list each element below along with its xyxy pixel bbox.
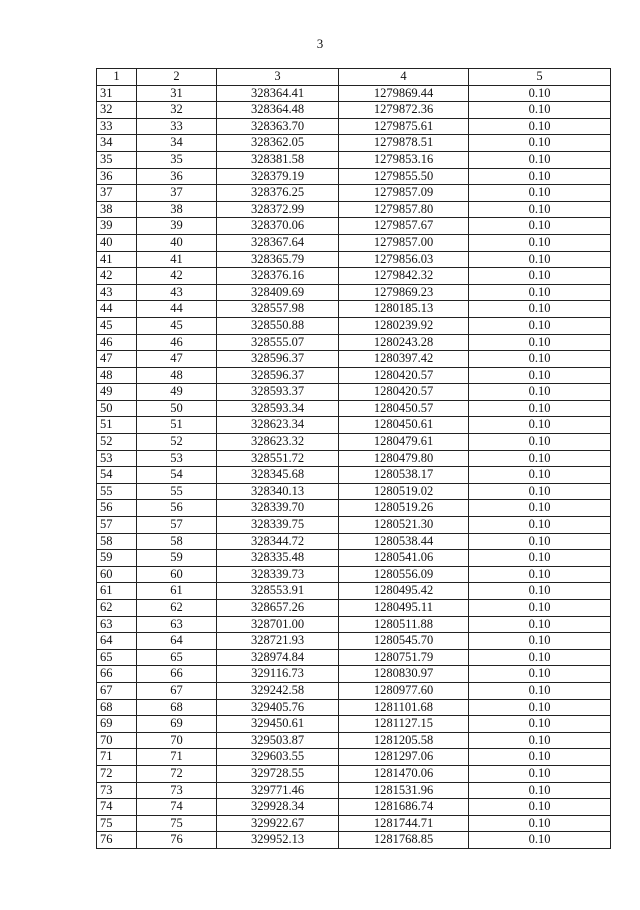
- table-cell: 0.10: [469, 168, 611, 185]
- table-cell: 328335.48: [217, 550, 339, 567]
- table-cell: 33: [97, 118, 137, 135]
- table-cell: 0.10: [469, 234, 611, 251]
- table-cell: 1279857.80: [339, 201, 469, 218]
- table-cell: 1280545.70: [339, 633, 469, 650]
- table-cell: 0.10: [469, 284, 611, 301]
- table-cell: 58: [137, 533, 217, 550]
- table-row: [97, 450, 611, 467]
- table-cell: 0.10: [469, 102, 611, 119]
- table-row: [97, 185, 611, 202]
- table-cell: 1281768.85: [339, 832, 469, 849]
- table-cell: 1279878.51: [339, 135, 469, 152]
- table-cell: 0.10: [469, 201, 611, 218]
- table-cell: 0.10: [469, 434, 611, 451]
- table-cell: 328370.06: [217, 218, 339, 235]
- table-cell: 328362.05: [217, 135, 339, 152]
- table-cell: 1280519.26: [339, 500, 469, 517]
- table-cell: 75: [137, 815, 217, 832]
- table-cell: 0.10: [469, 500, 611, 517]
- table-cell: 0.10: [469, 600, 611, 617]
- table-cell: 0.10: [469, 301, 611, 318]
- table-cell: 47: [97, 351, 137, 368]
- table-cell: 68: [97, 699, 137, 716]
- table-cell: 72: [137, 765, 217, 782]
- table-cell: 0.10: [469, 533, 611, 550]
- table-cell: 37: [137, 185, 217, 202]
- column-header-2: 2: [137, 69, 217, 86]
- table-cell: 1281127.15: [339, 716, 469, 733]
- table-row: [97, 467, 611, 484]
- table-row: [97, 384, 611, 401]
- table-cell: 69: [97, 716, 137, 733]
- table-cell: 0.10: [469, 583, 611, 600]
- table-cell: 36: [137, 168, 217, 185]
- table-row: [97, 85, 611, 102]
- table-cell: 0.10: [469, 682, 611, 699]
- table-cell: 1280830.97: [339, 666, 469, 683]
- table-cell: 1279842.32: [339, 268, 469, 285]
- table-cell: 1281470.06: [339, 765, 469, 782]
- table-cell: 64: [97, 633, 137, 650]
- table-cell: 45: [137, 317, 217, 334]
- table-row: [97, 799, 611, 816]
- table-cell: 32: [137, 102, 217, 119]
- table-cell: 66: [97, 666, 137, 683]
- table-cell: 48: [97, 367, 137, 384]
- table-cell: 34: [137, 135, 217, 152]
- table-cell: 59: [137, 550, 217, 567]
- table-row: [97, 284, 611, 301]
- table-cell: 53: [97, 450, 137, 467]
- table-cell: 52: [97, 434, 137, 451]
- table-cell: 1279872.36: [339, 102, 469, 119]
- table-cell: 36: [97, 168, 137, 185]
- table-cell: 1280538.17: [339, 467, 469, 484]
- table-cell: 43: [97, 284, 137, 301]
- table-cell: 0.10: [469, 400, 611, 417]
- table-cell: 328376.16: [217, 268, 339, 285]
- table-cell: 50: [97, 400, 137, 417]
- table-cell: 48: [137, 367, 217, 384]
- table-cell: 328974.84: [217, 649, 339, 666]
- table-cell: 0.10: [469, 633, 611, 650]
- table-cell: 31: [137, 85, 217, 102]
- table-cell: 328379.19: [217, 168, 339, 185]
- table-cell: 52: [137, 434, 217, 451]
- table-cell: 0.10: [469, 765, 611, 782]
- table-cell: 328596.37: [217, 367, 339, 384]
- table-row: [97, 168, 611, 185]
- table-cell: 0.10: [469, 550, 611, 567]
- table-cell: 74: [97, 799, 137, 816]
- table-cell: 328701.00: [217, 616, 339, 633]
- table-cell: 35: [97, 151, 137, 168]
- table-cell: 63: [137, 616, 217, 633]
- table-cell: 57: [97, 517, 137, 534]
- table-cell: 61: [137, 583, 217, 600]
- table-cell: 43: [137, 284, 217, 301]
- table-cell: 41: [97, 251, 137, 268]
- table-row: [97, 417, 611, 434]
- table-cell: 0.10: [469, 268, 611, 285]
- table-cell: 328550.88: [217, 317, 339, 334]
- table-cell: 0.10: [469, 616, 611, 633]
- table-cell: 1280977.60: [339, 682, 469, 699]
- table-cell: 51: [97, 417, 137, 434]
- table-cell: 0.10: [469, 649, 611, 666]
- table-cell: 0.10: [469, 799, 611, 816]
- table-cell: 1279853.16: [339, 151, 469, 168]
- table-cell: 0.10: [469, 351, 611, 368]
- table-body: [97, 85, 611, 848]
- table-row: [97, 268, 611, 285]
- table-cell: 68: [137, 699, 217, 716]
- table-cell: 0.10: [469, 317, 611, 334]
- table-cell: 73: [137, 782, 217, 799]
- table-cell: 0.10: [469, 367, 611, 384]
- table-cell: 33: [137, 118, 217, 135]
- table-row: [97, 500, 611, 517]
- table-cell: 69: [137, 716, 217, 733]
- table-cell: 62: [97, 600, 137, 617]
- table-cell: 46: [137, 334, 217, 351]
- table-cell: 0.10: [469, 815, 611, 832]
- table-cell: 328363.70: [217, 118, 339, 135]
- table-cell: 328409.69: [217, 284, 339, 301]
- table-cell: 328623.32: [217, 434, 339, 451]
- table-cell: 328381.58: [217, 151, 339, 168]
- table-row: [97, 633, 611, 650]
- table-cell: 1279856.03: [339, 251, 469, 268]
- table-cell: 328339.75: [217, 517, 339, 534]
- table-cell: 74: [137, 799, 217, 816]
- table-cell: 35: [137, 151, 217, 168]
- table-row: [97, 699, 611, 716]
- table-cell: 1281531.96: [339, 782, 469, 799]
- table-row: [97, 716, 611, 733]
- table-row: [97, 666, 611, 683]
- table-cell: 71: [97, 749, 137, 766]
- table-cell: 0.10: [469, 135, 611, 152]
- table-cell: 328365.79: [217, 251, 339, 268]
- table-cell: 39: [137, 218, 217, 235]
- table-cell: 37: [97, 185, 137, 202]
- table-cell: 1281686.74: [339, 799, 469, 816]
- table-cell: 328364.41: [217, 85, 339, 102]
- table-cell: 64: [137, 633, 217, 650]
- table-row: [97, 583, 611, 600]
- table-row: [97, 566, 611, 583]
- table-cell: 0.10: [469, 566, 611, 583]
- table-cell: 56: [97, 500, 137, 517]
- table-cell: 1280397.42: [339, 351, 469, 368]
- table-cell: 1280541.06: [339, 550, 469, 567]
- table-cell: 0.10: [469, 334, 611, 351]
- table-cell: 1281101.68: [339, 699, 469, 716]
- table-cell: 328340.13: [217, 483, 339, 500]
- table-cell: 1280538.44: [339, 533, 469, 550]
- column-header-4: 4: [339, 69, 469, 86]
- table-cell: 1280479.80: [339, 450, 469, 467]
- table-cell: 328345.68: [217, 467, 339, 484]
- table-row: [97, 301, 611, 318]
- page-number: 3: [316, 36, 324, 51]
- table-cell: 62: [137, 600, 217, 617]
- table-cell: 40: [137, 234, 217, 251]
- table-cell: 1280479.61: [339, 434, 469, 451]
- table-row: [97, 135, 611, 152]
- table-cell: 329728.55: [217, 765, 339, 782]
- table-cell: 76: [137, 832, 217, 849]
- table-cell: 1280751.79: [339, 649, 469, 666]
- table-cell: 328593.37: [217, 384, 339, 401]
- table-cell: 51: [137, 417, 217, 434]
- table-cell: 1281744.71: [339, 815, 469, 832]
- table-cell: 0.10: [469, 450, 611, 467]
- table-cell: 0.10: [469, 483, 611, 500]
- table-cell: 0.10: [469, 151, 611, 168]
- table-cell: 328339.70: [217, 500, 339, 517]
- table-cell: 1279857.09: [339, 185, 469, 202]
- table-cell: 58: [97, 533, 137, 550]
- table-cell: 328364.48: [217, 102, 339, 119]
- table-cell: 0.10: [469, 85, 611, 102]
- table-cell: 328367.64: [217, 234, 339, 251]
- table-cell: 66: [137, 666, 217, 683]
- table-row: [97, 782, 611, 799]
- table-row: [97, 351, 611, 368]
- table-cell: 0.10: [469, 782, 611, 799]
- table-cell: 329952.13: [217, 832, 339, 849]
- table-cell: 45: [97, 317, 137, 334]
- table-cell: 329603.55: [217, 749, 339, 766]
- table-cell: 46: [97, 334, 137, 351]
- table-cell: 65: [137, 649, 217, 666]
- table-cell: 67: [97, 682, 137, 699]
- table-cell: 54: [137, 467, 217, 484]
- table-cell: 328339.73: [217, 566, 339, 583]
- table-cell: 67: [137, 682, 217, 699]
- table-cell: 73: [97, 782, 137, 799]
- table-row: [97, 815, 611, 832]
- table-cell: 1279857.67: [339, 218, 469, 235]
- table-cell: 328555.07: [217, 334, 339, 351]
- table-cell: 328551.72: [217, 450, 339, 467]
- table-cell: 0.10: [469, 118, 611, 135]
- table-cell: 60: [97, 566, 137, 583]
- table-cell: 40: [97, 234, 137, 251]
- table-cell: 49: [137, 384, 217, 401]
- table-cell: 59: [97, 550, 137, 567]
- table-cell: 1280495.11: [339, 600, 469, 617]
- table-cell: 63: [97, 616, 137, 633]
- table-row: [97, 517, 611, 534]
- table-cell: 71: [137, 749, 217, 766]
- table-cell: 328372.99: [217, 201, 339, 218]
- table-cell: 329116.73: [217, 666, 339, 683]
- table-cell: 49: [97, 384, 137, 401]
- table-cell: 1281297.06: [339, 749, 469, 766]
- table-cell: 55: [97, 483, 137, 500]
- table-cell: 329771.46: [217, 782, 339, 799]
- table-row: [97, 118, 611, 135]
- table-cell: 328593.34: [217, 400, 339, 417]
- table-cell: 328721.93: [217, 633, 339, 650]
- table-cell: 1280450.61: [339, 417, 469, 434]
- table-cell: 61: [97, 583, 137, 600]
- table-cell: 75: [97, 815, 137, 832]
- table-cell: 1280239.92: [339, 317, 469, 334]
- table-cell: 328557.98: [217, 301, 339, 318]
- table-row: [97, 251, 611, 268]
- table-cell: 60: [137, 566, 217, 583]
- table-cell: 44: [137, 301, 217, 318]
- table-row: [97, 102, 611, 119]
- table-cell: 1280420.57: [339, 384, 469, 401]
- table-row: [97, 550, 611, 567]
- table-cell: 1279869.23: [339, 284, 469, 301]
- table-cell: 0.10: [469, 716, 611, 733]
- table-row: [97, 832, 611, 849]
- table-cell: 329922.67: [217, 815, 339, 832]
- column-header-3: 3: [217, 69, 339, 86]
- table-cell: 57: [137, 517, 217, 534]
- table-cell: 329242.58: [217, 682, 339, 699]
- table-cell: 328657.26: [217, 600, 339, 617]
- table-cell: 42: [137, 268, 217, 285]
- table-cell: 328344.72: [217, 533, 339, 550]
- table-row: [97, 317, 611, 334]
- table-cell: 0.10: [469, 218, 611, 235]
- table-row: [97, 749, 611, 766]
- table-cell: 1280511.88: [339, 616, 469, 633]
- table-cell: 34: [97, 135, 137, 152]
- table-cell: 0.10: [469, 251, 611, 268]
- table-row: [97, 434, 611, 451]
- table-cell: 1280556.09: [339, 566, 469, 583]
- table-cell: 1279869.44: [339, 85, 469, 102]
- table-cell: 0.10: [469, 832, 611, 849]
- table-cell: 0.10: [469, 517, 611, 534]
- table-row: [97, 600, 611, 617]
- table-row: [97, 649, 611, 666]
- table-row: [97, 682, 611, 699]
- table-cell: 329928.34: [217, 799, 339, 816]
- table-cell: 0.10: [469, 732, 611, 749]
- table-cell: 1280185.13: [339, 301, 469, 318]
- table-cell: 0.10: [469, 749, 611, 766]
- table-cell: 76: [97, 832, 137, 849]
- table-cell: 1281205.58: [339, 732, 469, 749]
- coordinates-table: [96, 68, 611, 849]
- table-row: [97, 234, 611, 251]
- table-cell: 0.10: [469, 666, 611, 683]
- table-cell: 328553.91: [217, 583, 339, 600]
- table-cell: 329450.61: [217, 716, 339, 733]
- table-row: [97, 201, 611, 218]
- table-cell: 329405.76: [217, 699, 339, 716]
- column-header-5: 5: [469, 69, 611, 86]
- table-cell: 70: [137, 732, 217, 749]
- table-cell: 32: [97, 102, 137, 119]
- table-cell: 1280521.30: [339, 517, 469, 534]
- table-cell: 328623.34: [217, 417, 339, 434]
- table-row: [97, 367, 611, 384]
- table-cell: 0.10: [469, 185, 611, 202]
- table-row: [97, 483, 611, 500]
- table-cell: 0.10: [469, 384, 611, 401]
- table-cell: 328376.25: [217, 185, 339, 202]
- table-row: [97, 218, 611, 235]
- table-cell: 55: [137, 483, 217, 500]
- table-cell: 1280243.28: [339, 334, 469, 351]
- table-cell: 1280495.42: [339, 583, 469, 600]
- table-row: [97, 732, 611, 749]
- table-cell: 0.10: [469, 467, 611, 484]
- table-row: [97, 765, 611, 782]
- table-cell: 0.10: [469, 699, 611, 716]
- table-cell: 54: [97, 467, 137, 484]
- table-row: [97, 151, 611, 168]
- table-cell: 53: [137, 450, 217, 467]
- column-header-1: 1: [97, 69, 137, 86]
- table-cell: 41: [137, 251, 217, 268]
- table-cell: 329503.87: [217, 732, 339, 749]
- table-cell: 44: [97, 301, 137, 318]
- table-cell: 38: [137, 201, 217, 218]
- table-cell: 328596.37: [217, 351, 339, 368]
- table-row: [97, 533, 611, 550]
- table-cell: 1280519.02: [339, 483, 469, 500]
- table-row: [97, 334, 611, 351]
- table-cell: 56: [137, 500, 217, 517]
- table-cell: 1279857.00: [339, 234, 469, 251]
- table-cell: 47: [137, 351, 217, 368]
- table-row: [97, 616, 611, 633]
- table-cell: 1279855.50: [339, 168, 469, 185]
- table-cell: 1280420.57: [339, 367, 469, 384]
- table-cell: 72: [97, 765, 137, 782]
- table-cell: 39: [97, 218, 137, 235]
- table-cell: 1279875.61: [339, 118, 469, 135]
- table-row: [97, 400, 611, 417]
- table-cell: 1280450.57: [339, 400, 469, 417]
- table-header-row: [97, 69, 611, 86]
- table-cell: 31: [97, 85, 137, 102]
- table-cell: 0.10: [469, 417, 611, 434]
- table-cell: 50: [137, 400, 217, 417]
- table-cell: 42: [97, 268, 137, 285]
- table-cell: 38: [97, 201, 137, 218]
- table-cell: 65: [97, 649, 137, 666]
- table-cell: 70: [97, 732, 137, 749]
